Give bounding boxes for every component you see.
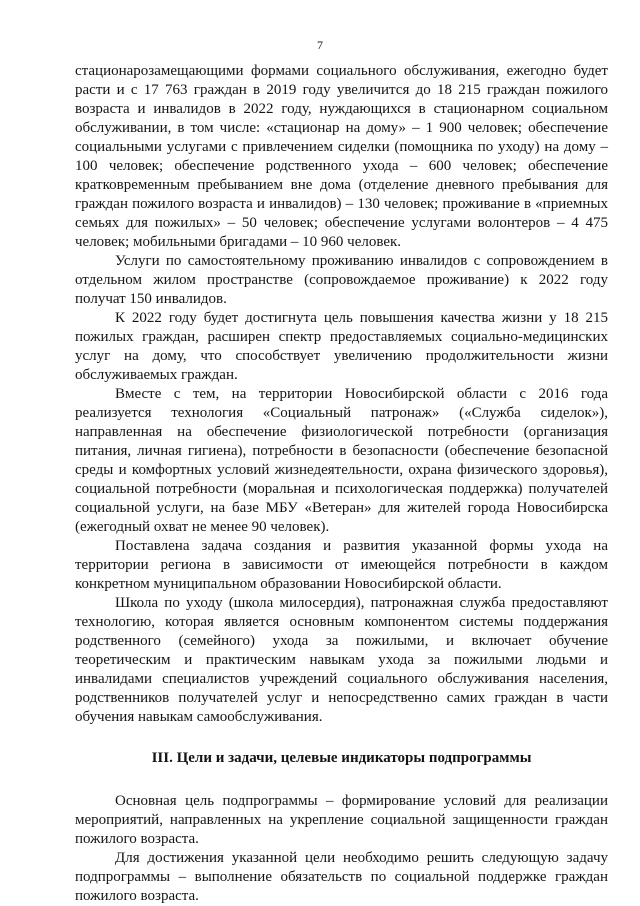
paragraph-quality-of-life: К 2022 году будет достигнута цель повышения качества жизни у 18 215 пожилых граждан, расширен спектр предоставляемых социально-медицинских услуг на дому, что способствует увеличению продолжительности жизни обслуживаемых граждан. <box>75 310 608 383</box>
document-body <box>75 62 608 906</box>
paragraph-task: Для достижения указанной цели необходимо решить следующую задачу подпрограммы – выполнение обязательств по социальной поддержке граждан пожилого возраста. <box>75 850 608 904</box>
paragraph-social-patronage: Вместе с тем, на территории Новосибирской области с 2016 года реализуется технология «Социальный патронаж» («Служба сиделок»), направленная на обеспечение физиологической потребности (организация питания, личная гигиена), потребности в безопасности (обеспечение безопасной среды и комфортных условий жизнедеятельности, охрана физического здоровья), социальной потребности (моральная и психологическая поддержка) получателей социальной услуги, на базе МБУ «Ветеран» для жителей города Новосибирска (ежегодный охват не менее 90 человек). <box>75 386 608 535</box>
page-number: 7 <box>317 38 323 52</box>
paragraph-supported-living: Услуги по самостоятельному проживанию инвалидов с сопровождением в отдельном жилом пространстве (сопровождаемое проживание) к 2022 году получат 150 инвалидов. <box>75 253 608 307</box>
paragraph-continued: стационарозамещающими формами социального обслуживания, ежегодно будет расти и с 17 763 граждан в 2019 году увеличится до 18 215 граждан пожилого возраста и инвалидов в 2022 году, нуждающихся в стационарном социальном обслуживании, в том числе: «стационар на дому» – 1 900 человек; обеспечение социальными услугами с привлечением сиделки (помощника по уходу) на дому – 100 человек; обеспечение родственного ухода – 600 человек; обеспечение кратковременным пребыванием вне дома (отделение дневного пребывания для граждан пожилого возраста и инвалидов) – 130 человек; проживание в «приемных семьях для пожилых» – 50 человек; обеспечение услугами волонтеров – 4 475 человек; мобильными бригадами – 10 960 человек. <box>75 63 608 250</box>
paragraph-main-goal: Основная цель подпрограммы – формирование условий для реализации мероприятий, направленных на укрепление социальной защищенности граждан пожилого возраста. <box>75 793 608 847</box>
section-heading: III. Цели и задачи, целевые индикаторы подпрограммы <box>151 750 532 766</box>
paragraph-care-school: Школа по уходу (школа милосердия), патронажная служба предоставляют технологию, которая является основным компонентом системы поддержания родственного (семейного) ухода за пожилыми, и включает обучение теоретическим и практическим навыкам ухода за пожилыми людьми и инвалидами специалистов учреждений социального обслуживания населения, родственников получателей услуг и непосредственно самих граждан в части обучения навыкам самообслуживания. <box>75 595 608 725</box>
paragraph-task-development: Поставлена задача создания и развития указанной формы ухода на территории региона в зависимости от имеющейся потребности в каждом конкретном муниципальном образовании Новосибирской области. <box>75 538 608 592</box>
